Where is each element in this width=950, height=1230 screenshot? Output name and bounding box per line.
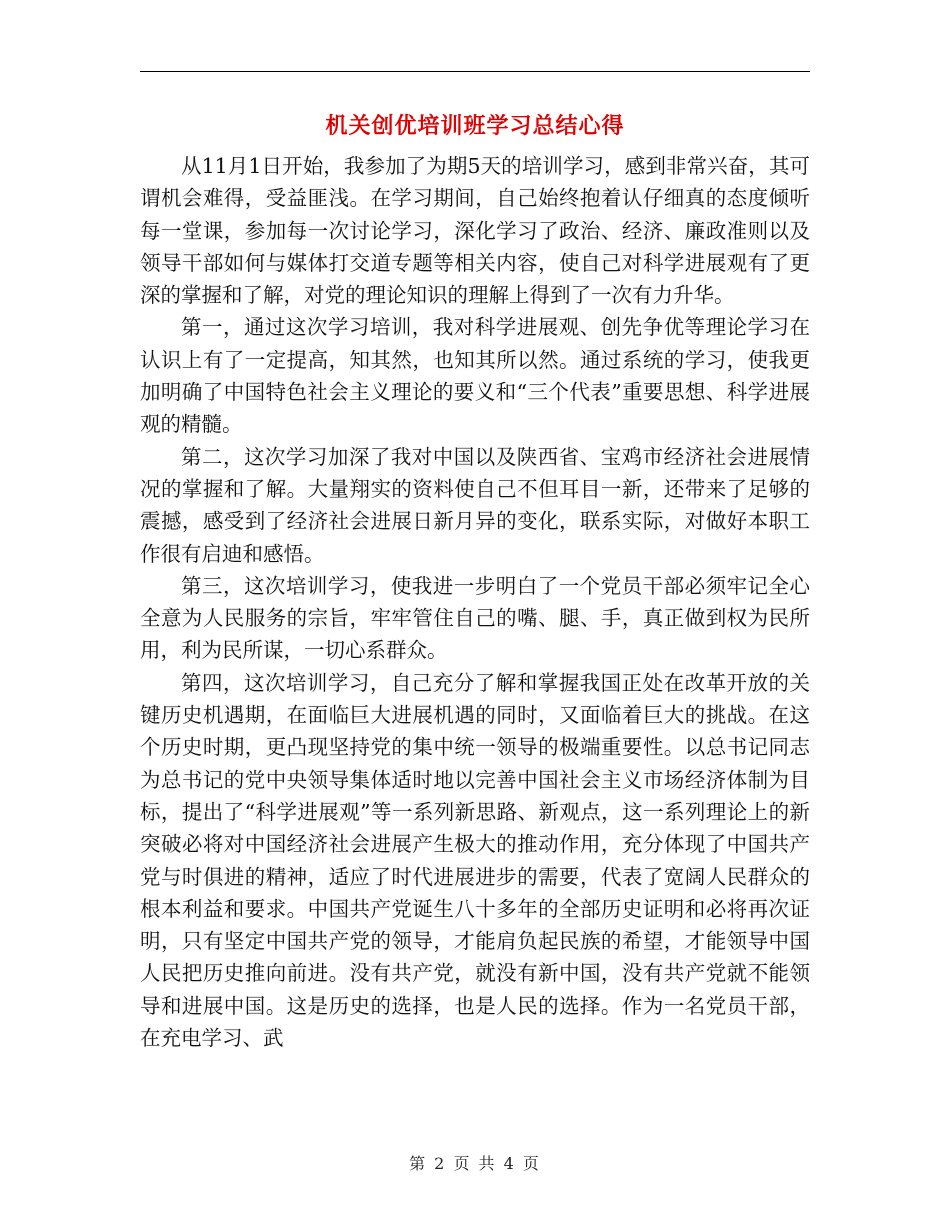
page-number: 第 2 页 共 4 页 <box>409 1154 541 1173</box>
paragraph-fourth: 第四，这次培训学习，自己充分了解和掌握我国正处在改革开放的关键历史机遇期，在面临巨大进展机遇的同时，又面临着巨大的挑战。在这个历史时期，更凸现坚持党的集中统一领导的极端重要性。以总书记同志为总书记的党中央领导集体适时地以完善中国社会主义市场经济体制为目标，提出了“科学进展观”等一系列新思路、新观点，这一系列理论上的新突破必将对中国经济社会进展产生极大的推动作用，充分体现了中国共产党与时俱进的精神，适应了时代进展进步的需要，代表了宽阔人民群众的根本利益和要求。中国共产党诞生八十多年的全部历史证明和必将再次证明，只有坚定中国共产党的领导，才能肩负起民族的希望，才能领导中国人民把历史推向前进。没有共产党，就没有新中国，没有共产党就不能领导和进展中国。这是历史的选择，也是人民的选择。作为一名党员干部，在充电学习、武 <box>140 670 810 1051</box>
paragraph-intro: 从11月1日开始，我参加了为期5天的培训学习，感到非常兴奋，其可谓机会难得，受益匪浅。在学习期间，自己始终抱着认仔细真的态度倾听每一堂课，参加每一次讨论学习，深化学习了政治、经济、廉政准则以及领导干部如何与媒体打交道专题等相关内容，使自己对科学进展观有了更深的掌握和了解，对党的理论知识的理解上得到了一次有力升华。 <box>140 154 810 308</box>
header-rule <box>140 71 810 72</box>
document-body <box>140 150 810 1054</box>
paragraph-first: 第一，通过这次学习培训，我对科学进展观、创先争优等理论学习在认识上有了一定提高，知其然，也知其所以然。通过系统的学习，使我更加明确了中国特色社会主义理论的要义和“三个代表”重要思想、科学进展观的精髓。 <box>140 315 810 437</box>
paragraph-third: 第三，这次培训学习，使我进一步明白了一个党员干部必须牢记全心全意为人民服务的宗旨，牢牢管住自己的嘴、腿、手，真正做到权为民所用，利为民所谋，一切心系群众。 <box>140 573 810 663</box>
paragraph-second: 第二，这次学习加深了我对中国以及陕西省、宝鸡市经济社会进展情况的掌握和了解。大量翔实的资料使自己不但耳目一新，还带来了足够的震撼，感受到了经济社会进展日新月异的变化，联系实际，对做好本职工作很有启迪和感悟。 <box>140 444 810 566</box>
document-title: 机关创优培训班学习总结心得 <box>325 114 625 139</box>
